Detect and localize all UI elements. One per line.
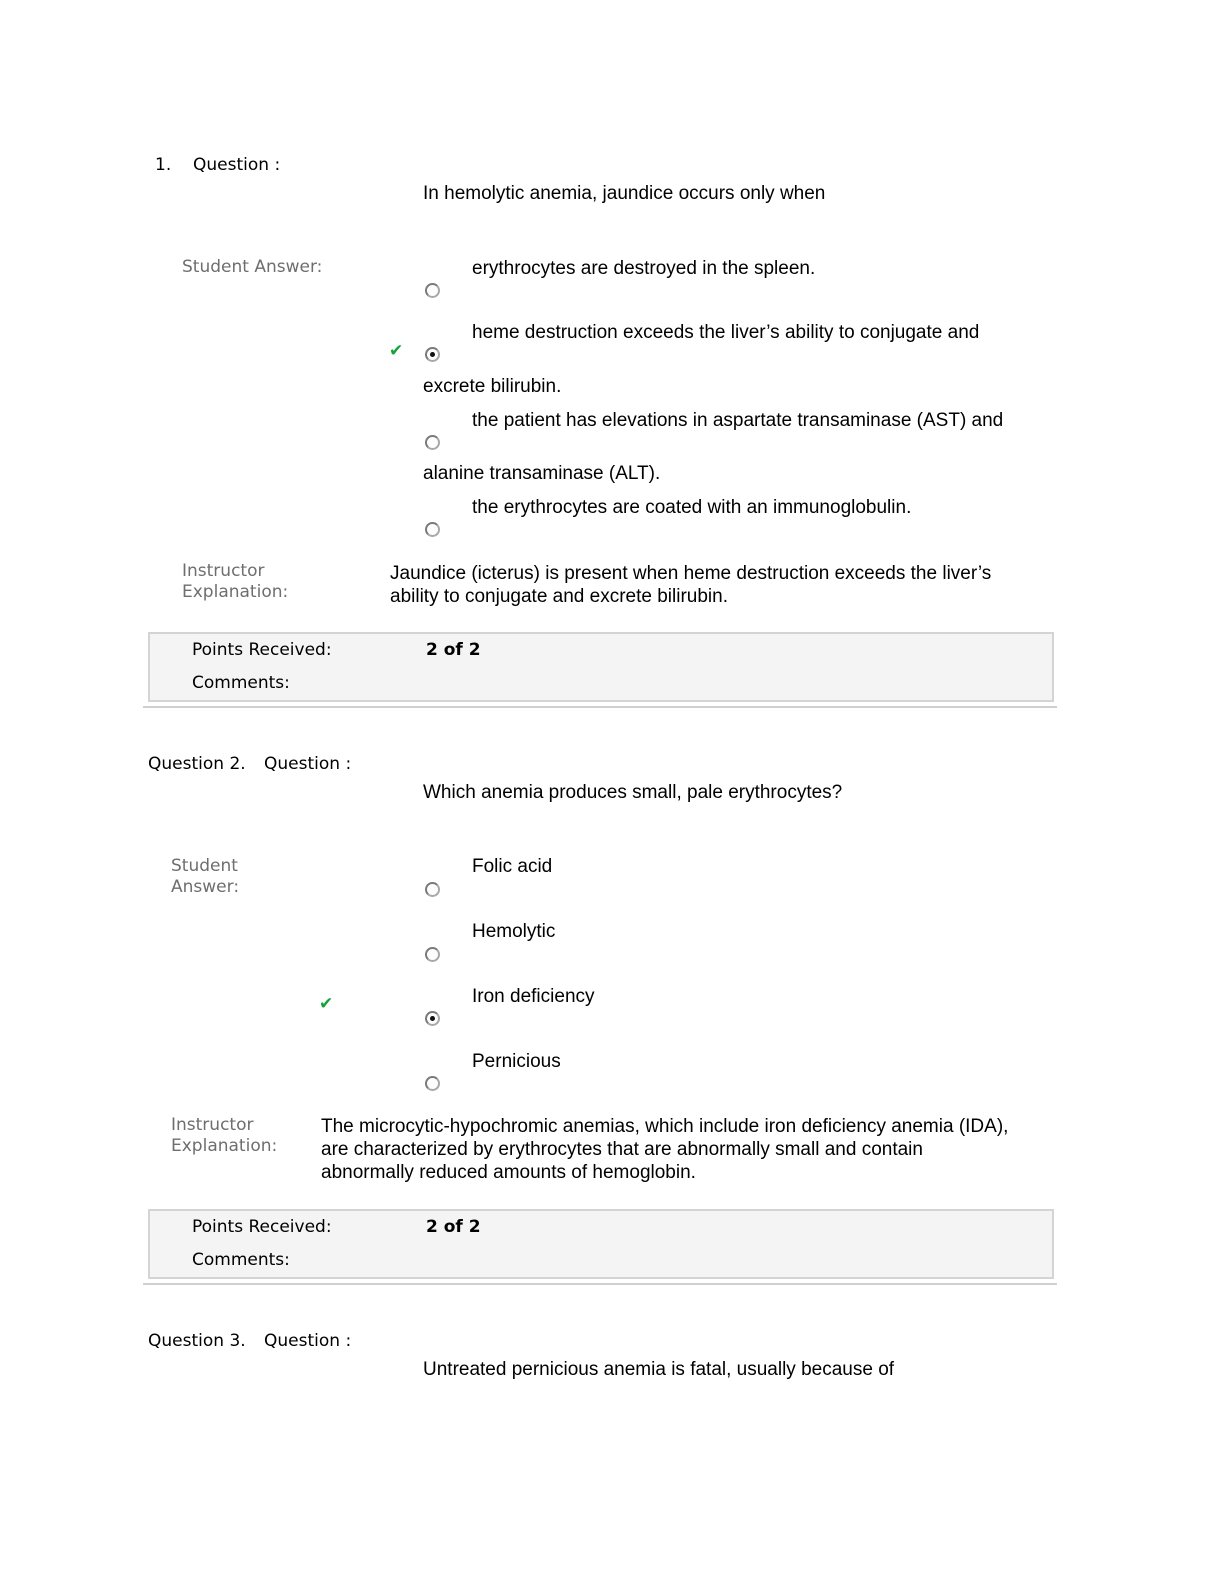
radio-icon[interactable] [425,1076,440,1091]
option-text: the patient has elevations in aspartate transaminase (AST) and [472,410,1004,431]
question-text: In hemolytic anemia, jaundice occurs only when [423,183,826,204]
radio-icon[interactable] [425,283,440,298]
points-received-label: Points Received: [192,1217,332,1237]
student-answer-label: Student Answer: [171,856,240,897]
checkmark-icon: ✔ [389,341,404,361]
points-received-label: Points Received: [192,640,332,660]
comments-label: Comments: [192,673,290,693]
radio-icon[interactable] [425,1011,440,1026]
question-label: Question : [193,155,281,175]
separator [143,706,1057,708]
radio-icon[interactable] [425,947,440,962]
option-text: erythrocytes are destroyed in the spleen. [472,258,816,279]
instructor-explanation: Jaundice (icterus) is present when heme destruction exceeds the liver’s ability to conjugate and excrete bilirubin. [390,563,992,607]
question-text: Which anemia produces small, pale erythrocytes? [423,782,843,803]
radio-icon[interactable] [425,347,440,362]
points-received-value: 2 of 2 [426,1217,481,1237]
instructor-explanation-label: Instructor Explanation: [182,561,289,602]
question-number: Question 2. [148,754,246,774]
option-text: Iron deficiency [472,986,595,1007]
option-text: heme destruction exceeds the liver’s ability to conjugate and [472,322,980,343]
option-text: the erythrocytes are coated with an immunoglobulin. [472,497,912,518]
radio-icon[interactable] [425,435,440,450]
radio-icon[interactable] [425,882,440,897]
question-number: Question 3. [148,1331,246,1351]
comments-label: Comments: [192,1250,290,1270]
question-label: Question : [264,754,352,774]
question-label: Question : [264,1331,352,1351]
option-text-continued: excrete bilirubin. [423,376,562,397]
option-text-continued: alanine transaminase (ALT). [423,463,661,484]
radio-icon[interactable] [425,522,440,537]
separator [143,1283,1057,1285]
checkmark-icon: ✔ [319,994,334,1014]
option-text: Hemolytic [472,921,556,942]
question-text: Untreated pernicious anemia is fatal, usually because of [423,1359,895,1380]
option-text: Pernicious [472,1051,561,1072]
instructor-explanation-label: Instructor Explanation: [171,1115,278,1156]
option-text: Folic acid [472,856,553,877]
points-received-value: 2 of 2 [426,640,481,660]
instructor-explanation: The microcytic-hypochromic anemias, which include iron deficiency anemia (IDA), are characterized by erythrocytes that are abnormally small and contain abnormally reduced amounts of hemoglobin. [321,1116,1009,1183]
student-answer-label: Student Answer: [182,257,323,277]
question-number: 1. [155,155,172,175]
